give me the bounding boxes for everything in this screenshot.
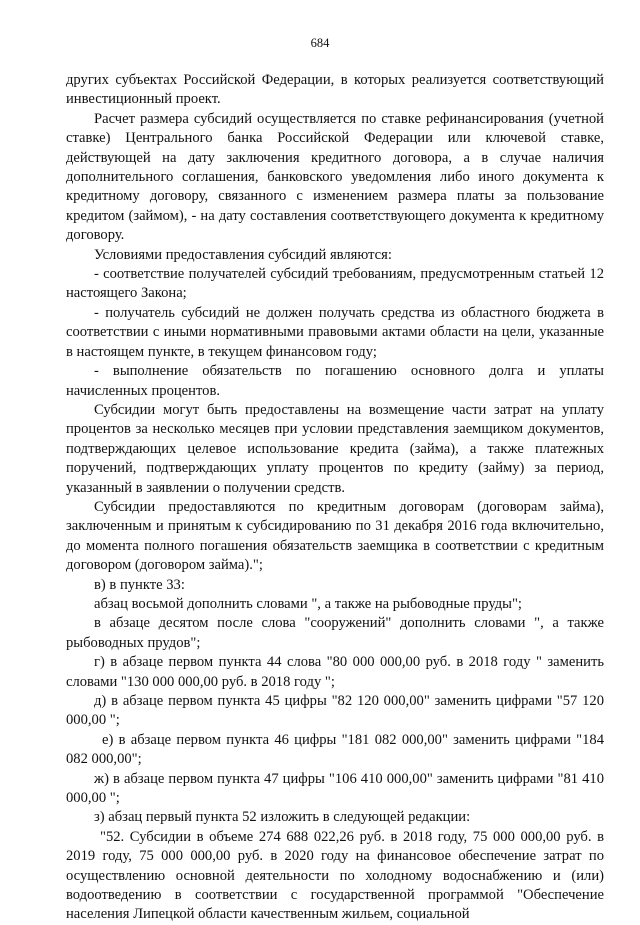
paragraph-continuation: других субъектах Российской Федерации, в которых реализуется соответствующий инвестиционный проект. — [66, 72, 604, 108]
paragraph-loan-agreements: Субсидии предоставляются по кредитным договорам (договорам займа), заключенным и принятым к субсидированию по 31 декабря 2016 года включительно, до момента полного погашения обязательств заемщика в соответствии с кредитным договором (договором займа)."; — [66, 498, 604, 574]
paragraph-item-g: г) в абзаце первом пункта 44 слова "80 000 000,00 руб. в 2018 году " заменить словами "130 000 000,00 руб. в 2018 году "; — [66, 654, 604, 690]
document-body — [66, 71, 604, 925]
paragraph-item-zh: ж) в абзаце первом пункта 47 цифры "106 410 000,00" заменить цифрами "81 410 000,00 "; — [66, 770, 604, 807]
paragraph-condition-3: - выполнение обязательств по погашению основного долга и уплаты начисленных процентов. — [66, 363, 604, 399]
paragraph-item-d: д) в абзаце первом пункта 45 цифры "82 120 000,00" заменить цифрами "57 120 000,00 "; — [66, 693, 604, 729]
paragraph-item-z: з) абзац первый пункта 52 изложить в следующей редакции: — [94, 809, 471, 826]
paragraph-conditions-heading: Условиями предоставления субсидий являются: — [94, 246, 392, 263]
paragraph-subsidy-calculation: Расчет размера субсидий осуществляется по ставке рефинансирования (учетной ставке) Центрального банка Российской Федерации или ключевой ставке, действующей на дату заключения кредитного договора, а в случае наличия дополнительного соглашения, банковского уведомления либо иного документа к кредитному договору, связанного с изменением размера платы за пользование кредитом (займом), - на дату составления соответствующего документа к кредитному договору. — [66, 110, 604, 244]
paragraph-item-52: "52. Субсидии в объеме 274 688 022,26 руб. в 2018 году, 75 000 000,00 руб. в 2019 году, 75 000 000,00 руб. в 2020 году на финансовое обеспечение затрат по осуществлению основной деятельности по холодному водоснабжению и (или) водоотведению в соответствии с государственной программой "Обеспечение населения Липецкой области качественным жильем, социальной — [66, 828, 604, 923]
page-number: 684 — [310, 36, 330, 50]
paragraph-condition-1: - соответствие получателей субсидий требованиям, предусмотренным статьей 12 настоящего Закона; — [66, 266, 604, 302]
paragraph-eighth-abzats: абзац восьмой дополнить словами ", а также на рыбоводные пруды"; — [94, 595, 522, 612]
paragraph-item-e: е) в абзаце первом пункта 46 цифры "181 082 000,00" заменить цифрами "184 082 000,00"; — [66, 731, 604, 768]
paragraph-condition-2: - получатель субсидий не должен получать средства из областного бюджета в соответствии с иными нормативными правовыми актами области на цели, указанные в настоящем пункте, в текущем финансовом году; — [66, 304, 604, 360]
paragraph-interest-reimbursement: Субсидии могут быть предоставлены на возмещение части затрат на уплату процентов за несколько месяцев при условии представления заемщиком документов, подтверждающих целевое использование кредита (займа), а также платежных поручений, подтверждающих уплату процентов по кредиту (займу) за период, указанный в заявлении о получении средств. — [66, 401, 604, 496]
paragraph-item-v: в) в пункте 33: — [94, 576, 185, 593]
paragraph-tenth-abzats: в абзаце десятом после слова "сооружений" дополнить словами ", а также рыбоводных прудов"; — [66, 615, 604, 651]
